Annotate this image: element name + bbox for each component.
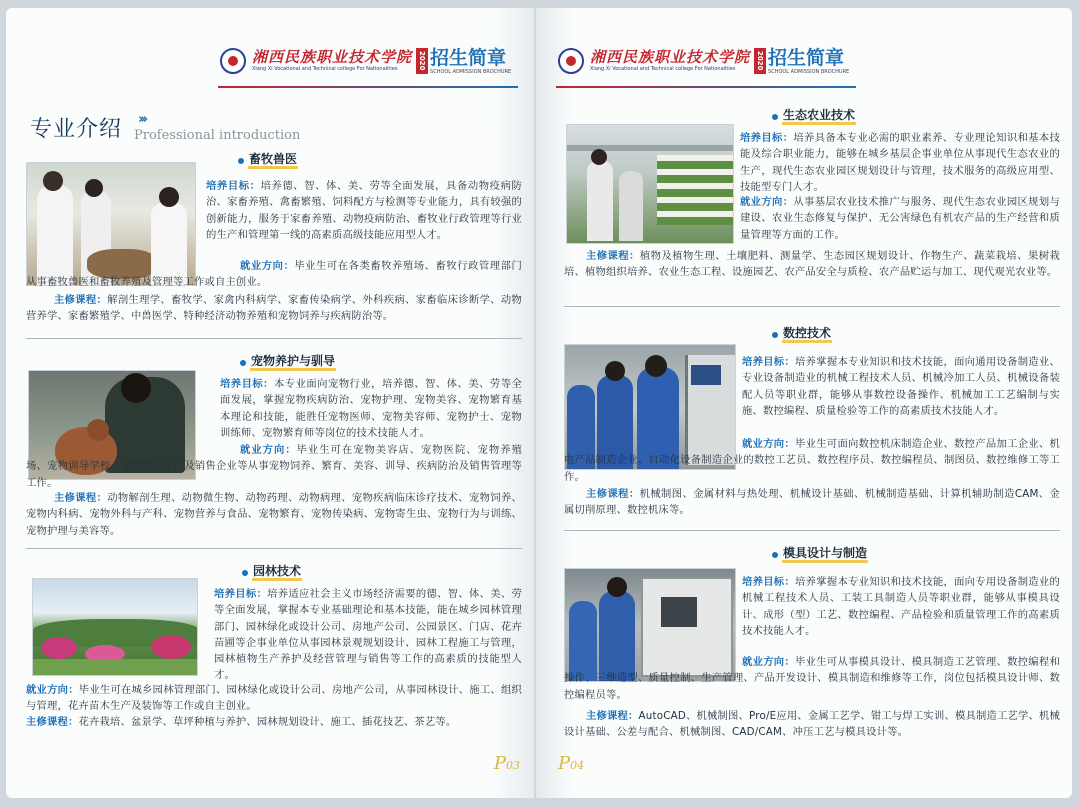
bullet-icon [242,570,248,576]
courses-label: 主修课程： [54,294,108,306]
major-name: 宠物养护与驯导 [250,354,336,371]
bullet-icon [772,552,778,558]
courses-label: 主修课程： [586,250,640,262]
right-header [558,38,849,84]
major-direction [26,258,522,291]
courses-text: 机械制图、金属材料与热处理、机械设计基础、机械制造基础、计算机辅助制造CAM、金属切削原理、数控机床等。 [564,488,1060,517]
major-name: 数控技术 [782,326,832,343]
left-page [6,8,534,798]
right-page [536,8,1072,798]
direction-text: 毕业生可面向数控机床制造企业、数控产品加工企业、机电产品制造企业、自动化设备制造企业的数控工艺员、数控程序员、数控编程员、制图员、数控维修工等工作。 [564,438,1061,483]
major-goal [220,376,522,441]
major-courses [564,486,1060,519]
major-direction [26,682,522,715]
direction-text: 毕业生可在各类畜牧养殖场、畜牧行政管理部门从事畜牧兽医和畜牧养殖及管理等工作或自主创业。 [26,260,523,289]
page-number [558,753,584,774]
page-number-value: 03 [506,759,520,772]
divider [26,338,522,339]
bullet-icon [772,332,778,338]
courses-label: 主修课程： [586,710,639,722]
left-header [220,38,511,84]
school-name [590,49,750,73]
goal-text: 本专业面向宠物行业，培养德、智、体、美、劳等全面发展，掌握宠物疾病防治、宠物护理、宠物美容、宠物繁育基本理论和技能，能胜任宠物医师、宠物美容师、宠物护士、宠物训练师、宠物繁育师等岗位的技术技能人才。 [220,378,522,439]
major-direction [740,194,1060,243]
major-name: 畜牧兽医 [248,152,298,169]
direction-label: 就业方向： [742,656,796,668]
goal-label: 培养目标： [206,180,261,192]
section-title-en-wrap [132,128,300,143]
brochure-title-cn: 招生简章 [768,47,845,69]
major-courses [564,708,1060,741]
divider [26,548,522,549]
major-goal [206,178,522,243]
page-number-value: 04 [570,759,585,772]
school-name-en: Xiang Xi Vocational and Technical college For Nationalities [590,66,736,72]
page-number [494,753,520,774]
brochure-title [768,47,849,75]
major-name: 园林技术 [252,564,302,581]
year-badge: 2020 [754,48,766,74]
major-courses [26,490,522,539]
goal-text: 培养掌握本专业知识和技术技能，面向专用设备制造业的机械工程技术人员、工装工具制造人员等职业群，能够从事模具设计、成形（型）工艺、数控编程、产品检验和质量管理工作的高素质技术技能人才。 [742,576,1061,637]
major-courses [564,248,1060,281]
major-goal [742,354,1060,419]
divider [564,530,1060,531]
courses-text: 花卉栽培、盆景学、草坪种植与养护、园林规划设计、施工、插花技艺、茶艺等。 [78,716,457,728]
goal-label: 培养目标： [742,356,796,368]
major-courses [26,714,522,730]
brochure-title-en: SCHOOL ADMISSION BROCHURE [768,69,850,75]
major-name: 模具设计与制造 [782,546,868,563]
major-direction [26,442,522,491]
major-title-eco-agriculture [772,108,856,125]
brochure-title [430,47,511,75]
direction-label: 就业方向： [740,196,794,208]
divider [564,306,1060,307]
major-title-animal-husbandry [238,152,298,169]
school-name-en: Xiang Xi Vocational and Technical college For Nationalities [252,66,398,72]
major-title-mold [772,546,868,563]
goal-text: 培养德、智、体、美、劳等全面发展，具备动物疫病防治、家畜养殖、禽畜繁殖、饲料配方与检测等专业能力，具有较强的创新能力，服务于家畜养殖、动物疫病防治、畜牧业行政管理等行业的生产和管理第一线的高素质高级技能应用型人才。 [206,180,522,241]
section-title-cn: 专业介绍 [30,117,123,142]
page-prefix: P [493,753,506,774]
major-title-landscape [242,564,302,581]
school-name-cn: 湘西民族职业技术学院 [590,48,751,66]
goal-label: 培养目标： [220,378,274,390]
section-title [30,112,122,143]
major-title-pet-care [240,354,336,371]
major-goal [740,130,1060,195]
direction-text: 毕业生可在宠物美容店、宠物医院、宠物养殖场、宠物训导学校、宠物用品生产及销售企业等从事宠物饲养、繁育、美容、训导、疾病防治及销售管理等工作。 [26,444,523,489]
goal-text: 培养掌握本专业知识和技术技能，面向通用设备制造业、专业设备制造业的机械工程技术人员、机械冷加工人员、机械设备装配人员等职业群，能够从事数控设备操作、机械加工工艺编制与实施、数控编程、质量检验等工作的高素质技术技能人才。 [742,356,1061,417]
goal-label: 培养目标： [740,132,794,144]
major-direction [564,654,1060,703]
bullet-icon [772,114,778,120]
school-seal-icon [558,48,584,74]
major-goal [742,574,1060,639]
courses-text: 解剖生理学、畜牧学、家禽内科病学、家畜传染病学、外科疾病、家畜临床诊断学、动物营养学、家畜繁殖学、中兽医学、特种经济动物养殖和宠物饲养与疾病防治等。 [26,294,522,323]
header-rule [218,86,518,88]
direction-label: 就业方向： [240,260,295,272]
major-name: 生态农业技术 [782,108,856,125]
courses-text: 动物解剖生理、动物微生物、动物药理、动物病理、宠物疾病临床诊疗技术、宠物饲养、宠物内科病、宠物外科与产科、宠物营养与食品、宠物繁育、宠物传染病、宠物寄生虫、宠物行为与训练、宠物护理与美容等。 [26,492,522,537]
chevrons-icon: ››› [138,112,146,127]
direction-text: 从事基层农业技术推广与服务、现代生态农业园区规划与建设、农业生态修复与保护、无公害绿色有机农产品的生产经营和质量管理等方面的工作。 [740,196,1061,241]
goal-text: 培养适应社会主义市场经济需要的德、智、体、美、劳等全面发展，掌握本专业基础理论和基本技能，能在城乡园林管理部门、园林绿化或设计公司、房地产公司、公园景区、门店、花卉苗圃等企事业单位从事园林景观规划设计、园林工程施工与管理，园林植物生产养护及经营管理与销售等工作的高素质的技能型人才。 [214,588,522,682]
major-goal [214,586,522,684]
brochure-title-cn: 招生简章 [430,47,507,69]
major-direction [564,436,1060,485]
direction-label: 就业方向： [742,438,796,450]
school-name-cn: 湘西民族职业技术学院 [252,48,413,66]
goal-text: 培养具备本专业必需的职业素养、专业理论知识和基本技能及综合职业能力，能够在城乡基层企事业单位从事现代生态农业的生产，现代生态农业园区规划设计与管理，技术服务的高级应用型、技能型专门人才。 [740,132,1061,193]
direction-text: 毕业生可在城乡园林管理部门、园林绿化或设计公司、房地产公司，从事园林设计、施工、组织与管理，花卉苗木生产及装饰等工作或自主创业。 [26,684,523,713]
photo-landscape [32,578,198,676]
major-courses [26,292,522,325]
direction-label: 就业方向： [240,444,297,456]
goal-label: 培养目标： [214,588,268,600]
major-title-cnc [772,326,832,343]
courses-text: AutoCAD、机械制图、Pro/E应用、金属工艺学、钳工与焊工实训、模具制造工艺学、机械设计基础、公差与配合、机械制图、CAD/CAM、冲压工艺与模具设计等。 [564,710,1060,739]
year-badge: 2020 [416,48,428,74]
direction-label: 就业方向： [26,684,79,696]
direction-text: 毕业生可从事模具设计、模具制造工艺管理、数控编程和操作、三维造型、质量控制、生产管理、产品开发设计、模具制造和维修等工作，岗位包括模具设计师、数控编程员等。 [564,656,1061,701]
goal-label: 培养目标： [742,576,796,588]
school-name [252,49,412,73]
brochure-title-en: SCHOOL ADMISSION BROCHURE [430,69,512,75]
section-title-en: Professional introduction [134,128,301,143]
header-rule [556,86,856,88]
school-seal-icon [220,48,246,74]
courses-text: 植物及植物生理、土壤肥料、测量学、生态园区规划设计、作物生产、蔬菜栽培、果树栽培、植物组织培养、农业生态工程、设施园艺、农产品安全与质检、农产品贮运与加工、现代观光农业等。 [564,250,1060,279]
photo-eco-agriculture [566,124,734,244]
page-prefix: P [558,753,571,774]
bullet-icon [238,158,244,164]
courses-label: 主修课程： [586,488,640,500]
bullet-icon [240,360,246,366]
courses-label: 主修课程： [54,492,108,504]
courses-label: 主修课程： [26,716,79,728]
